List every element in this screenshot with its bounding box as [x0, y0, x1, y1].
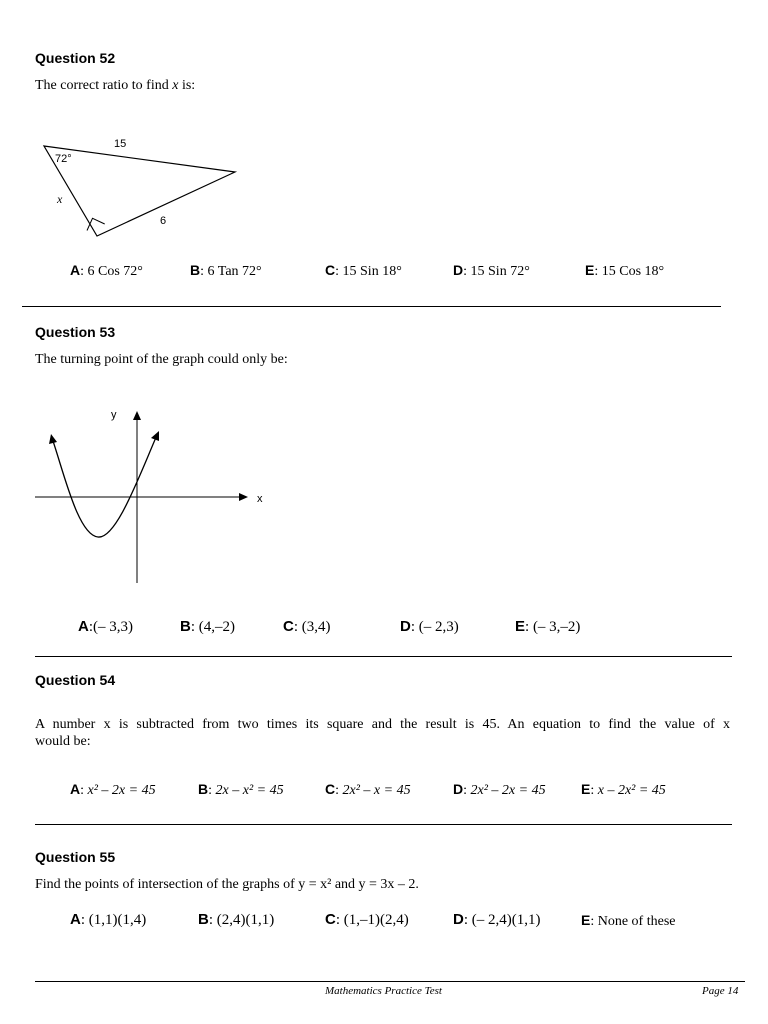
- option-text: x – 2x² = 45: [597, 783, 666, 798]
- option-label: B: [198, 781, 209, 797]
- question-53-title: Question 53: [35, 324, 116, 340]
- side-label-top: 15: [114, 138, 127, 150]
- option-label: B: [198, 911, 209, 928]
- q55-option-b[interactable]: B: (2,4)(1,1): [198, 911, 275, 928]
- stem-text: The correct ratio to find: [35, 78, 173, 93]
- q55-option-c[interactable]: C: (1,–1)(2,4): [325, 911, 409, 928]
- option-label: B: [180, 618, 191, 635]
- option-text: (4,–2): [198, 619, 236, 635]
- option-text: x² – 2x = 45: [87, 783, 156, 798]
- q54-option-b[interactable]: B: 2x – x² = 45: [198, 781, 284, 798]
- option-text: 2x – x² = 45: [215, 783, 284, 798]
- option-label: E: [581, 912, 591, 928]
- triangle-diagram: [30, 130, 250, 245]
- option-text: (– 3,3): [93, 619, 134, 635]
- q53-option-b[interactable]: B: (4,–2): [180, 618, 236, 635]
- option-label: C: [283, 618, 294, 635]
- option-label: C: [325, 262, 336, 278]
- option-text: (3,4): [301, 619, 331, 635]
- divider: [35, 656, 732, 657]
- triangle-shape: [44, 146, 235, 236]
- x-axis-arrow: [239, 493, 248, 501]
- option-label: A: [78, 618, 89, 635]
- side-label-bottom: 6: [160, 215, 167, 227]
- right-angle-marker: [87, 218, 105, 230]
- option-text: 2x² – 2x = 45: [470, 783, 546, 798]
- footer-rule: [35, 981, 745, 982]
- option-text: 15 Cos 18°: [601, 264, 665, 279]
- q54-option-e[interactable]: E: x – 2x² = 45: [581, 781, 666, 798]
- q52-option-c[interactable]: C: 15 Sin 18°: [325, 262, 402, 279]
- page-number: Page 14: [702, 985, 739, 997]
- q52-option-a[interactable]: A: 6 Cos 72°: [70, 262, 143, 279]
- option-text: None of these: [597, 914, 676, 929]
- y-axis-arrow: [133, 411, 141, 420]
- option-text: 15 Sin 72°: [470, 264, 530, 279]
- q55-option-e[interactable]: E: None of these: [581, 912, 676, 929]
- footer-title: Mathematics Practice Test: [325, 985, 442, 997]
- divider: [22, 306, 721, 307]
- question-53-stem: The turning point of the graph could only be:: [35, 352, 288, 367]
- q53-option-d[interactable]: D: (– 2,3): [400, 618, 459, 635]
- question-54-stem-line2: would be:: [35, 734, 91, 749]
- option-text: (– 3,–2): [532, 619, 581, 635]
- q52-option-d[interactable]: D: 15 Sin 72°: [453, 262, 530, 279]
- q53-option-c[interactable]: C: (3,4): [283, 618, 331, 635]
- option-label: D: [453, 911, 464, 928]
- q53-option-e[interactable]: E: (– 3,–2): [515, 618, 581, 635]
- option-text: (– 2,4)(1,1): [471, 912, 541, 928]
- question-52-title: Question 52: [35, 50, 116, 66]
- option-label: A: [70, 911, 81, 928]
- question-54-stem-line1: A number x is subtracted from two times its square and the result is 45. An equation to find the value of x: [35, 717, 730, 732]
- option-label: D: [453, 262, 464, 278]
- q55-option-a[interactable]: A: (1,1)(1,4): [70, 911, 147, 928]
- stem-text: is:: [178, 78, 196, 93]
- option-text: (1,–1)(2,4): [343, 912, 409, 928]
- q54-option-a[interactable]: A: x² – 2x = 45: [70, 781, 156, 798]
- option-label: E: [581, 781, 591, 797]
- option-text: 15 Sin 18°: [342, 264, 402, 279]
- x-axis-label: x: [257, 493, 263, 505]
- q54-option-d[interactable]: D: 2x² – 2x = 45: [453, 781, 546, 798]
- y-axis-label: y: [111, 409, 117, 421]
- option-label: C: [325, 911, 336, 928]
- curve-arrow-left: [49, 434, 57, 444]
- question-55-stem: Find the points of intersection of the graphs of y = x² and y = 3x – 2.: [35, 877, 419, 892]
- option-label: E: [515, 618, 526, 635]
- parabola-curve: [52, 435, 157, 537]
- q53-option-a[interactable]: A:(– 3,3): [78, 618, 134, 635]
- option-label: C: [325, 781, 336, 797]
- option-text: 6 Tan 72°: [207, 264, 262, 279]
- variable-x: x: [172, 78, 179, 93]
- parabola-graph: [30, 405, 280, 590]
- curve-arrow-right: [151, 431, 159, 441]
- divider: [35, 824, 732, 825]
- option-text: 6 Cos 72°: [87, 264, 143, 279]
- question-54-title: Question 54: [35, 672, 116, 688]
- option-text: (2,4)(1,1): [216, 912, 275, 928]
- option-label: A: [70, 262, 81, 278]
- option-text: (1,1)(1,4): [88, 912, 147, 928]
- q55-option-d[interactable]: D: (– 2,4)(1,1): [453, 911, 541, 928]
- q52-option-b[interactable]: B: 6 Tan 72°: [190, 262, 262, 279]
- q52-option-e[interactable]: E: 15 Cos 18°: [585, 262, 665, 279]
- option-label: E: [585, 262, 595, 278]
- option-text: 2x² – x = 45: [342, 783, 411, 798]
- option-label: D: [453, 781, 464, 797]
- q54-option-c[interactable]: C: 2x² – x = 45: [325, 781, 411, 798]
- side-label-left: x: [57, 192, 63, 206]
- angle-label: 72°: [55, 153, 72, 165]
- option-label: D: [400, 618, 411, 635]
- option-label: B: [190, 262, 201, 278]
- question-55-title: Question 55: [35, 849, 116, 865]
- option-label: A: [70, 781, 81, 797]
- option-text: (– 2,3): [418, 619, 459, 635]
- question-52-stem: [35, 78, 195, 94]
